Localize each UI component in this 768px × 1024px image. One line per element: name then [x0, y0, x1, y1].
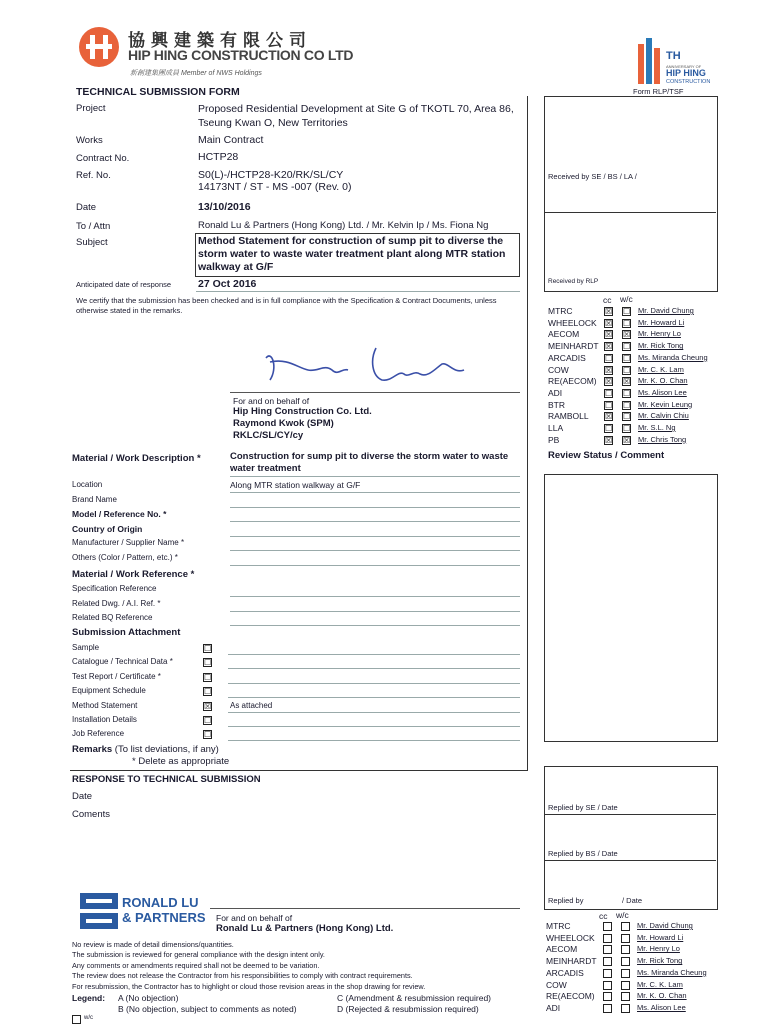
- reference-row-line: [230, 611, 520, 612]
- dist2-cc-checkbox[interactable]: [603, 957, 612, 966]
- field-value-ref-2: 14173NT / ST - MS -007 (Rev. 0): [198, 181, 352, 193]
- attachment-row-label: Job Reference: [72, 729, 125, 739]
- material-ref-label: Material / Work Reference *: [72, 569, 195, 580]
- received-se-label: Received by SE / BS / LA /: [548, 172, 637, 181]
- replied-se-label: Replied by SE / Date: [548, 803, 618, 812]
- dist-cc-checkbox[interactable]: ☒: [605, 435, 613, 445]
- dist-cc-checkbox[interactable]: ☒: [605, 412, 613, 422]
- signoff-ref: RKLC/SL/CY/cy: [233, 430, 304, 441]
- dist-person: Mr. Chris Tong: [638, 434, 687, 444]
- dist2-org: AECOM: [546, 944, 578, 955]
- dist-cc-checkbox[interactable]: ☒: [605, 377, 613, 387]
- field-value-to: Ronald Lu & Partners (Hong Kong) Ltd. / Mr. Kelvin Ip / Ms. Fiona Ng: [198, 220, 489, 231]
- dist-cc-checkbox[interactable]: ☒: [605, 342, 613, 352]
- material-row-label: Model / Reference No. *: [72, 509, 167, 520]
- dist2-wc-checkbox[interactable]: [621, 957, 630, 966]
- reference-row-label: Related Dwg. / A.I. Ref. *: [72, 598, 161, 608]
- attachment-checkbox[interactable]: ☒: [204, 701, 212, 711]
- material-label: Material / Work Description *: [72, 453, 201, 464]
- attachment-row-line: [228, 654, 520, 655]
- attachment-note: As attached: [230, 700, 273, 710]
- dist2-org: RE(AECOM): [546, 991, 595, 1002]
- attachment-label: Submission Attachment: [72, 627, 181, 638]
- company-name: HIP HING CONSTRUCTION CO LTD: [128, 47, 354, 63]
- field-value-works: Main Contract: [198, 134, 264, 146]
- rlp-behalf-2: Ronald Lu & Partners (Hong Kong) Ltd.: [216, 923, 394, 934]
- dist-org: WHEELOCK: [548, 317, 597, 328]
- dist2-org: ADI: [546, 1002, 561, 1013]
- dist-cc-checkbox[interactable]: ☐: [605, 400, 613, 410]
- attachment-row-label: Catalogue / Technical Data *: [72, 657, 173, 667]
- dist-org: PB: [548, 434, 560, 445]
- attachment-row-line: [228, 726, 520, 727]
- dist2-cc-checkbox[interactable]: [603, 934, 612, 943]
- field-label-ref: Ref. No.: [76, 170, 111, 181]
- reference-row-label: Specification Reference: [72, 584, 157, 593]
- material-row-line: [230, 536, 520, 537]
- dist2-cc-checkbox[interactable]: [603, 981, 612, 990]
- field-label-project: Project: [76, 103, 106, 114]
- dist2-person: Ms. Miranda Cheung: [637, 967, 707, 977]
- legend-c: C (Amendment & resubmission required): [337, 993, 492, 1003]
- field-value-date: 13/10/2016: [198, 201, 251, 213]
- dist-org: BTR: [548, 399, 565, 410]
- dist2-wc-header: w/c: [616, 910, 629, 920]
- material-row-label: Country of Origin: [72, 523, 143, 534]
- dist2-cc-checkbox[interactable]: [603, 922, 612, 931]
- dist-cc-checkbox[interactable]: ☐: [605, 424, 613, 433]
- material-value: Construction for sump pit to diverse the storm water to waste water treatment: [230, 451, 509, 474]
- attachment-row-line: [228, 740, 520, 741]
- anniversary-badge: TH ANNIVERSARY OF HIP HING CONSTRUCTION: [636, 34, 716, 86]
- dist-org: ARCADIS: [548, 352, 586, 363]
- rlp-logo-icon: [80, 893, 118, 929]
- attachment-row-label: Equipment Schedule: [72, 686, 146, 696]
- dist-person: Mr. Calvin Chiu: [638, 411, 689, 421]
- response-comments-label: Coments: [72, 809, 111, 820]
- rlp-name-2: & PARTNERS: [122, 910, 206, 925]
- field-value-ref: S0(L)-/HCTP28-K20/RK/SL/CY: [198, 169, 344, 181]
- attachment-row-label: Method Statement: [72, 700, 138, 710]
- company-member-line: 新創建集團成員 Member of NWS Holdings: [130, 70, 262, 77]
- review-comment-box: [544, 474, 718, 742]
- form-title: TECHNICAL SUBMISSION FORM: [76, 86, 240, 98]
- review-note: No review is made of detail dimensions/quantities.: [72, 940, 234, 949]
- field-value-contract: HCTP28: [198, 151, 239, 163]
- dist-wc-checkbox[interactable]: ☐: [623, 318, 631, 328]
- material-row-label: Brand Name: [72, 494, 117, 504]
- dist-wc-checkbox[interactable]: ☒: [623, 377, 631, 387]
- attachment-row-label: Installation Details: [72, 715, 137, 724]
- dist2-cc-checkbox[interactable]: [603, 992, 612, 1001]
- dist2-wc-checkbox[interactable]: [621, 1004, 630, 1013]
- dist-org: RE(AECOM): [548, 376, 597, 387]
- signoff-name: Raymond Kwok (SPM): [233, 418, 334, 429]
- dist2-org: COW: [546, 979, 567, 990]
- attachment-checkbox[interactable]: ☐: [204, 644, 212, 653]
- review-note: The review does not release the Contractor from his responsibilities to comply with contract requirements.: [72, 971, 413, 981]
- dist2-org: WHEELOCK: [546, 932, 595, 943]
- material-frame-right: [527, 96, 528, 770]
- legend-label: Legend:: [72, 993, 106, 1003]
- dist-wc-checkbox[interactable]: ☒: [623, 330, 631, 340]
- attachment-row-label: Test Report / Certificate *: [72, 671, 161, 681]
- dist2-wc-checkbox[interactable]: [621, 934, 630, 943]
- attachment-row-label: Sample: [72, 643, 100, 652]
- dist-org: LLA: [548, 423, 564, 433]
- attachment-checkbox[interactable]: ☐: [204, 687, 212, 697]
- reference-row-line: [230, 596, 520, 597]
- review-status-label: Review Status / Comment: [548, 450, 665, 461]
- reference-row-line: [230, 625, 520, 626]
- reference-row-label: Related BQ Reference: [72, 613, 153, 622]
- dist-person: Mr. Henry Lo: [638, 329, 681, 339]
- dist-cc-checkbox[interactable]: ☒: [605, 330, 613, 340]
- dist-person: Ms. Miranda Cheung: [638, 352, 708, 362]
- dist-org: AECOM: [548, 329, 580, 340]
- dist-person: Mr. C. K. Lam: [638, 364, 684, 374]
- dist-org: COW: [548, 364, 569, 375]
- replied-box: [544, 766, 718, 910]
- dist-org: ADI: [548, 387, 563, 398]
- dist-cc-header: cc: [603, 295, 612, 305]
- field-label-date: Date: [76, 202, 97, 213]
- field-label-contract: Contract No.: [76, 153, 130, 164]
- company-chinese-name: 協興建築有限公司: [128, 31, 312, 51]
- attachment-checkbox[interactable]: ☐: [204, 716, 212, 725]
- dist-wc-checkbox[interactable]: ☒: [623, 435, 631, 445]
- dist2-wc-checkbox[interactable]: [621, 992, 630, 1001]
- dist2-cc-checkbox[interactable]: [603, 1004, 612, 1013]
- dist2-person: Mr. Henry Lo: [637, 944, 680, 954]
- anticipated-value: 27 Oct 2016: [198, 278, 257, 290]
- attachment-row-line: [228, 668, 520, 669]
- dist-org: MEINHARDT: [548, 341, 599, 352]
- material-row-line: [230, 507, 520, 508]
- hip-hing-logo: [78, 26, 120, 68]
- dist2-org: MTRC: [546, 921, 571, 931]
- material-row-line: [230, 521, 520, 522]
- legend-b: B (No objection, subject to comments as noted): [118, 1004, 297, 1014]
- legend-a: A (No objection): [118, 993, 179, 1003]
- response-title: RESPONSE TO TECHNICAL SUBMISSION: [72, 774, 261, 785]
- replied-date-label: / Date: [622, 896, 643, 905]
- attachment-row-line: [228, 683, 520, 684]
- attachment-checkbox[interactable]: ☐: [204, 658, 212, 668]
- attachment-row-line: [228, 697, 520, 698]
- replied-bs-label: Replied by BS / Date: [548, 849, 618, 858]
- certify-text: We certify that the submission has been checked and is in full compliance with the Specification & Contract Documents, unless otherwise stated in the remarks.: [76, 296, 497, 315]
- review-note: For resubmission, the Contractor has to highlight or cloud those revision areas in the shop drawing for review.: [72, 981, 426, 991]
- remarks-label: Remarks (To list deviations, if any): [72, 744, 219, 755]
- dist-wc-checkbox[interactable]: ☐: [623, 424, 631, 433]
- delete-note: * Delete as appropriate: [132, 756, 230, 767]
- dist-org: RAMBOLL: [548, 411, 589, 422]
- dist2-cc-checkbox[interactable]: [603, 969, 612, 978]
- attachment-checkbox[interactable]: ☐: [204, 730, 212, 740]
- signoff-line1: For and on behalf of: [233, 396, 310, 406]
- dist-person: Mr. David Chung: [638, 306, 694, 315]
- review-note: The submission is reviewed for general compliance with the design intent only.: [72, 950, 325, 960]
- dist-wc-checkbox[interactable]: ☐: [623, 353, 631, 363]
- dist-person: Mr. Kevin Leung: [638, 399, 693, 409]
- dist2-cc-header: cc: [599, 911, 608, 921]
- dist-person: Ms. Alison Lee: [638, 387, 687, 397]
- dist2-person: Mr. C. K. Lam: [637, 979, 683, 989]
- legend-d: D (Rejected & resubmission required): [337, 1004, 479, 1014]
- rlp-behalf-1: For and on behalf of: [216, 913, 293, 923]
- material-row-line: [230, 565, 520, 566]
- dist2-wc-checkbox[interactable]: [621, 945, 630, 954]
- material-row-value: Along MTR station walkway at G/F: [230, 480, 361, 490]
- dist-person: Mr. Howard Li: [638, 317, 685, 327]
- dist2-wc-checkbox[interactable]: [621, 922, 630, 931]
- received-rlp-label: Received by RLP: [548, 278, 599, 285]
- dist-cc-checkbox[interactable]: ☐: [605, 353, 613, 363]
- rlp-name-1: RONALD LU: [122, 895, 199, 910]
- response-date-label: Date: [72, 791, 93, 802]
- material-row-label: Manufacturer / Supplier Name *: [72, 538, 185, 548]
- replied-by-label: Replied by: [548, 896, 584, 905]
- dist-wc-checkbox[interactable]: ☐: [623, 388, 631, 398]
- field-value-subject: Method Statement for construction of sump pit to diverse the storm water to waste water treatment plant along MTR station walkway at G/F: [198, 235, 506, 273]
- dist-wc-checkbox[interactable]: ☐: [623, 365, 631, 375]
- dist-cc-checkbox[interactable]: ☒: [605, 307, 613, 316]
- signoff-company: Hip Hing Construction Co. Ltd.: [233, 406, 372, 417]
- dist-person: Mr. S.L. Ng: [638, 423, 676, 432]
- dist2-person: Mr. Howard Li: [637, 932, 684, 942]
- anticipated-label: Anticipated date of response: [76, 280, 172, 289]
- attachment-row-line: [228, 712, 520, 713]
- dist-wc-checkbox[interactable]: ☐: [623, 307, 631, 316]
- material-row-label: Location: [72, 480, 103, 489]
- received-box: [544, 96, 718, 292]
- dist-person: Mr. Rick Tong: [638, 341, 684, 351]
- wc-label: w/c: [84, 1015, 93, 1021]
- material-row-label: Others (Color / Pattern, etc.) *: [72, 553, 178, 562]
- dist2-cc-checkbox[interactable]: [603, 945, 612, 954]
- dist-cc-checkbox[interactable]: ☐: [605, 388, 613, 398]
- dist-wc-header: w/c: [620, 294, 633, 304]
- material-row-line: [230, 492, 520, 493]
- field-label-subject: Subject: [76, 237, 108, 248]
- dist2-org: ARCADIS: [546, 967, 584, 978]
- dist2-person: Mr. David Chung: [637, 921, 693, 930]
- form-code: Form RLP/TSF: [633, 87, 684, 96]
- attachment-checkbox[interactable]: ☐: [204, 672, 212, 682]
- dist-person: Mr. K. O. Chan: [638, 376, 688, 386]
- dist2-wc-checkbox[interactable]: [621, 969, 630, 978]
- dist2-wc-checkbox[interactable]: [621, 981, 630, 990]
- dist2-person: Ms. Alison Lee: [637, 1002, 686, 1012]
- dist-wc-checkbox[interactable]: ☐: [623, 412, 631, 422]
- dist-wc-checkbox[interactable]: ☐: [623, 400, 631, 410]
- review-note: Any comments or amendments required shall not be deemed to be variation.: [72, 960, 320, 970]
- dist-org: MTRC: [548, 306, 573, 316]
- signature: [258, 340, 478, 390]
- field-label-works: Works: [76, 135, 103, 146]
- dist2-org: MEINHARDT: [546, 956, 597, 967]
- field-label-to: To / Attn: [76, 221, 111, 232]
- dist2-person: Mr. K. O. Chan: [637, 991, 687, 1001]
- field-value-project: Proposed Residential Development at Site G of TKOTL 70, Area 86, Tseung Kwan O, New Territories: [198, 103, 514, 129]
- dist-cc-checkbox[interactable]: ☒: [605, 365, 613, 375]
- dist-cc-checkbox[interactable]: ☒: [605, 318, 613, 328]
- material-row-line: [230, 550, 520, 551]
- dist2-person: Mr. Rick Tong: [637, 956, 683, 966]
- dist-wc-checkbox[interactable]: ☐: [623, 342, 631, 352]
- wc-checkbox[interactable]: [72, 1015, 81, 1024]
